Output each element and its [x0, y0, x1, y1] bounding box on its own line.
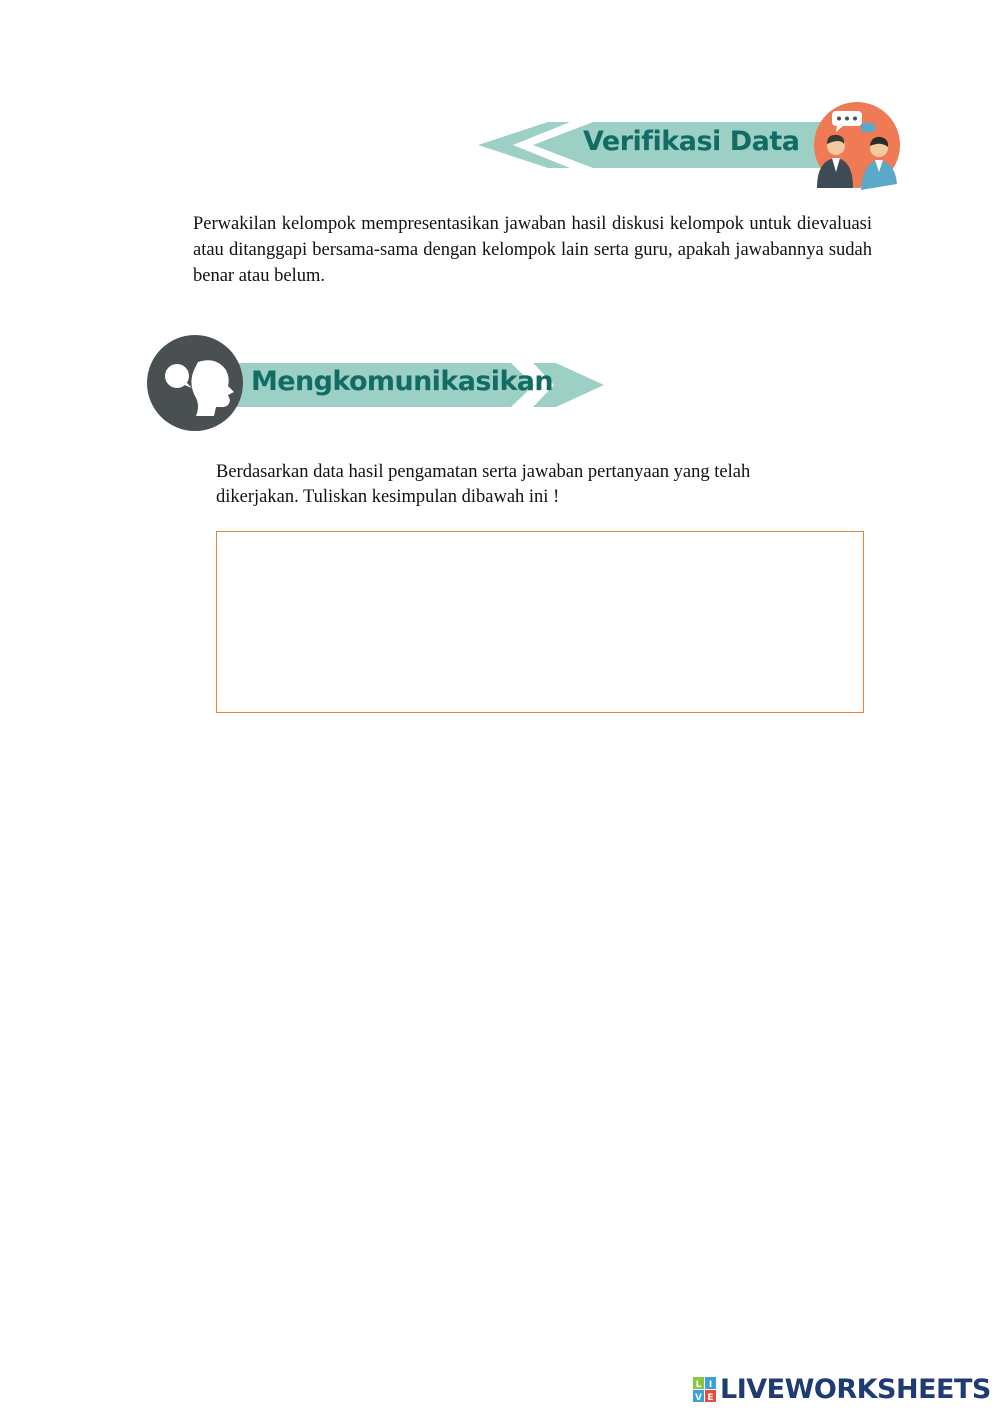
conclusion-answer-box[interactable]: [216, 531, 864, 713]
liveworksheets-logo: [693, 1374, 993, 1408]
verifikasi-body: Perwakilan kelompok mempresentasikan jawaban hasil diskusi kelompok untuk dievaluasi atau ditanggapi bersama-sama dengan kelompok lain serta guru, apakah jawabannya sudah benar atau belum.: [193, 214, 872, 286]
liveworksheets-wordmark: LIVEWORKSHEETS: [720, 1374, 991, 1405]
verifikasi-title: Verifikasi Data: [583, 126, 800, 157]
icon-letter-e: E: [707, 1393, 714, 1403]
icon-letter-i: I: [708, 1380, 713, 1390]
people-discussion-icon: [475, 100, 905, 192]
liveworksheets-icon: [693, 1377, 717, 1403]
icon-letter-v: V: [695, 1393, 702, 1403]
icon-letter-l: L: [695, 1380, 702, 1390]
mengkomunikasikan-banner: [146, 334, 616, 434]
mengkomunikasikan-title: Mengkomunikasikan: [251, 366, 554, 397]
verifikasi-banner: [475, 100, 905, 192]
mengkomunikasikan-body: Berdasarkan data hasil pengamatan serta jawaban pertanyaan yang telah dikerjakan. Tuliskan kesimpulan dibawah ini !: [216, 462, 751, 507]
